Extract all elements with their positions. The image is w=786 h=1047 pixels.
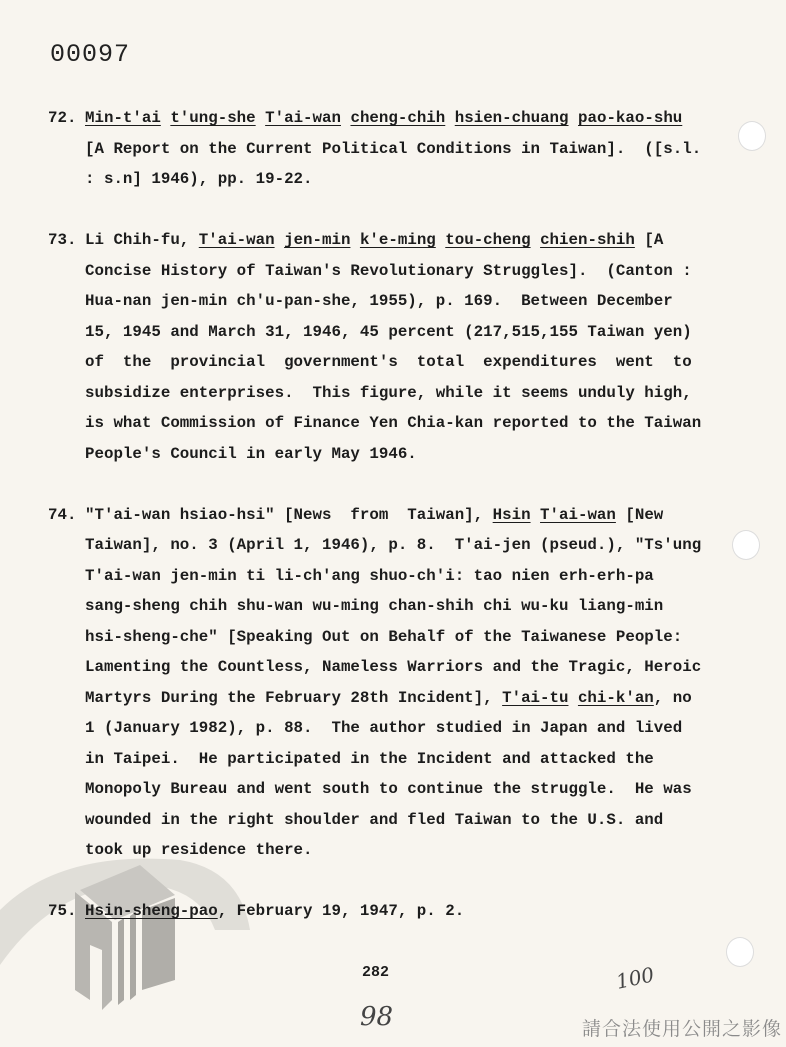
underlined-title-text: chien-shih bbox=[540, 231, 635, 249]
endnote-line bbox=[85, 774, 728, 805]
endnote-line bbox=[85, 286, 728, 317]
page-number: 282 bbox=[362, 964, 390, 981]
endnote-line bbox=[85, 744, 728, 775]
endnote bbox=[48, 225, 728, 469]
underlined-title-text: Min-t'ai bbox=[85, 109, 161, 127]
text-segment: subsidize enterprises. This figure, while it seems unduly high, bbox=[85, 383, 692, 402]
underlined-title-text: T'ai-wan bbox=[540, 505, 616, 524]
text-segment bbox=[161, 109, 170, 127]
endnote-line bbox=[85, 347, 728, 378]
text-segment: , February 19, 1947, p. 2. bbox=[217, 902, 465, 920]
underlined-title-text: jen-min bbox=[284, 231, 351, 249]
text-segment bbox=[275, 231, 284, 249]
endnote-line bbox=[85, 164, 728, 195]
underlined-title-text: Hsin-sheng-pao bbox=[85, 902, 218, 920]
text-segment: Monopoly Bureau and went south to continue the struggle. He was bbox=[85, 780, 692, 798]
endnote-line bbox=[85, 439, 728, 470]
underlined-title-text: k'e-ming bbox=[359, 231, 436, 249]
text-segment bbox=[256, 109, 265, 127]
text-segment bbox=[350, 231, 359, 249]
endnote-line bbox=[85, 256, 728, 287]
underlined-title-text: cheng-chih bbox=[350, 109, 446, 127]
text-segment: : s.n] 1946), pp. 19-22. bbox=[85, 170, 313, 188]
endnote-number: 75. bbox=[48, 902, 77, 920]
text-segment: People's Council in early May 1946. bbox=[85, 444, 417, 463]
punch-hole bbox=[738, 121, 766, 151]
endnote-line bbox=[85, 591, 728, 622]
text-segment: wounded in the right shoulder and fled Taiwan to the U.S. and bbox=[85, 810, 664, 829]
text-segment: Martyrs During the February 28th Incident], bbox=[85, 688, 503, 707]
endnote-line bbox=[85, 134, 728, 165]
underlined-title-text: hsien-chuang bbox=[454, 109, 569, 127]
endnote-line bbox=[85, 835, 728, 866]
underlined-title-text: Hsin bbox=[492, 505, 531, 524]
underlined-title-text: T'ai-wan bbox=[265, 109, 341, 127]
endnote-number: 73. bbox=[48, 231, 77, 249]
text-segment: [A Report on the Current Political Conditions in Taiwan]. ([s.l. bbox=[85, 139, 702, 158]
endnote-number: 74. bbox=[48, 505, 77, 524]
text-segment: sang-sheng chih shu-wan wu-ming chan-shih chi wu-ku liang-min bbox=[85, 597, 664, 615]
text-segment: Li Chih-fu, bbox=[85, 231, 199, 249]
endnote-number: 72. bbox=[48, 109, 77, 127]
endnote-line bbox=[85, 622, 728, 653]
punch-hole bbox=[732, 530, 760, 560]
underlined-title-text: tou-cheng bbox=[445, 231, 531, 249]
text-segment: in Taipei. He participated in the Incident and attacked the bbox=[85, 749, 654, 768]
text-segment: Hua-nan jen-min ch'u-pan-she, 1955), p. 169. Between December bbox=[85, 292, 673, 310]
text-segment: hsi-sheng-che" [Speaking Out on Behalf of the Taiwanese People: bbox=[85, 627, 683, 646]
endnotes-list bbox=[48, 103, 728, 957]
endnote-line bbox=[85, 896, 728, 927]
handwritten-number: 100 bbox=[613, 962, 657, 994]
endnote-line bbox=[85, 561, 728, 592]
text-segment: [New bbox=[615, 505, 664, 524]
endnote bbox=[48, 103, 728, 195]
endnote-line bbox=[85, 500, 728, 531]
text-segment: of the provincial government's total expenditures went to bbox=[85, 353, 692, 371]
punch-hole bbox=[726, 937, 754, 967]
text-segment bbox=[445, 109, 454, 127]
text-segment: 15, 1945 and March 31, 1946, 45 percent (217,515,155 Taiwan yen) bbox=[85, 322, 692, 341]
document-id: 00097 bbox=[50, 40, 131, 69]
underlined-title-text: t'ung-she bbox=[170, 109, 256, 127]
endnote-line bbox=[85, 103, 728, 134]
text-segment: "T'ai-wan hsiao-hsi" [News from Taiwan], bbox=[85, 505, 493, 524]
underlined-title-text: pao-kao-shu bbox=[578, 109, 683, 127]
text-segment: 1 (January 1982), p. 88. The author studied in Japan and lived bbox=[85, 719, 683, 737]
endnote-line bbox=[85, 408, 728, 439]
endnote-line bbox=[85, 805, 728, 836]
text-segment bbox=[569, 109, 578, 127]
text-segment: T'ai-wan jen-min ti li-ch'ang shuo-ch'i: tao nien erh-erh-pa bbox=[85, 566, 654, 585]
endnote-line bbox=[85, 317, 728, 348]
text-segment: [A bbox=[634, 231, 664, 249]
handwritten-number: 98 bbox=[360, 1002, 394, 1032]
text-segment: took up residence there. bbox=[85, 841, 313, 859]
endnote-line bbox=[85, 530, 728, 561]
text-segment bbox=[531, 231, 540, 249]
underlined-title-text: chi-k'an bbox=[577, 688, 654, 707]
endnote-line bbox=[85, 378, 728, 409]
text-segment bbox=[531, 506, 540, 524]
text-segment: Taiwan], no. 3 (April 1, 1946), p. 8. T'ai-jen (pseud.), "Ts'ung bbox=[85, 536, 702, 554]
endnote-line bbox=[85, 225, 728, 256]
watermark-text: 請合法使用公開之影像 bbox=[581, 1018, 782, 1040]
text-segment: Concise History of Taiwan's Revolutionary Struggles]. (Canton : bbox=[85, 261, 692, 280]
text-segment: is what Commission of Finance Yen Chia-kan reported to the Taiwan bbox=[85, 414, 702, 432]
text-segment: Lamenting the Countless, Nameless Warriors and the Tragic, Heroic bbox=[85, 658, 702, 676]
text-segment bbox=[568, 689, 577, 707]
underlined-title-text: T'ai-tu bbox=[502, 688, 569, 707]
text-segment bbox=[436, 231, 445, 249]
endnote-line bbox=[85, 683, 728, 714]
endnote-line bbox=[85, 713, 728, 744]
underlined-title-text: T'ai-wan bbox=[198, 231, 275, 249]
text-segment: , no bbox=[653, 688, 692, 707]
endnote bbox=[48, 500, 728, 866]
endnote-line bbox=[85, 652, 728, 683]
endnote bbox=[48, 896, 728, 927]
